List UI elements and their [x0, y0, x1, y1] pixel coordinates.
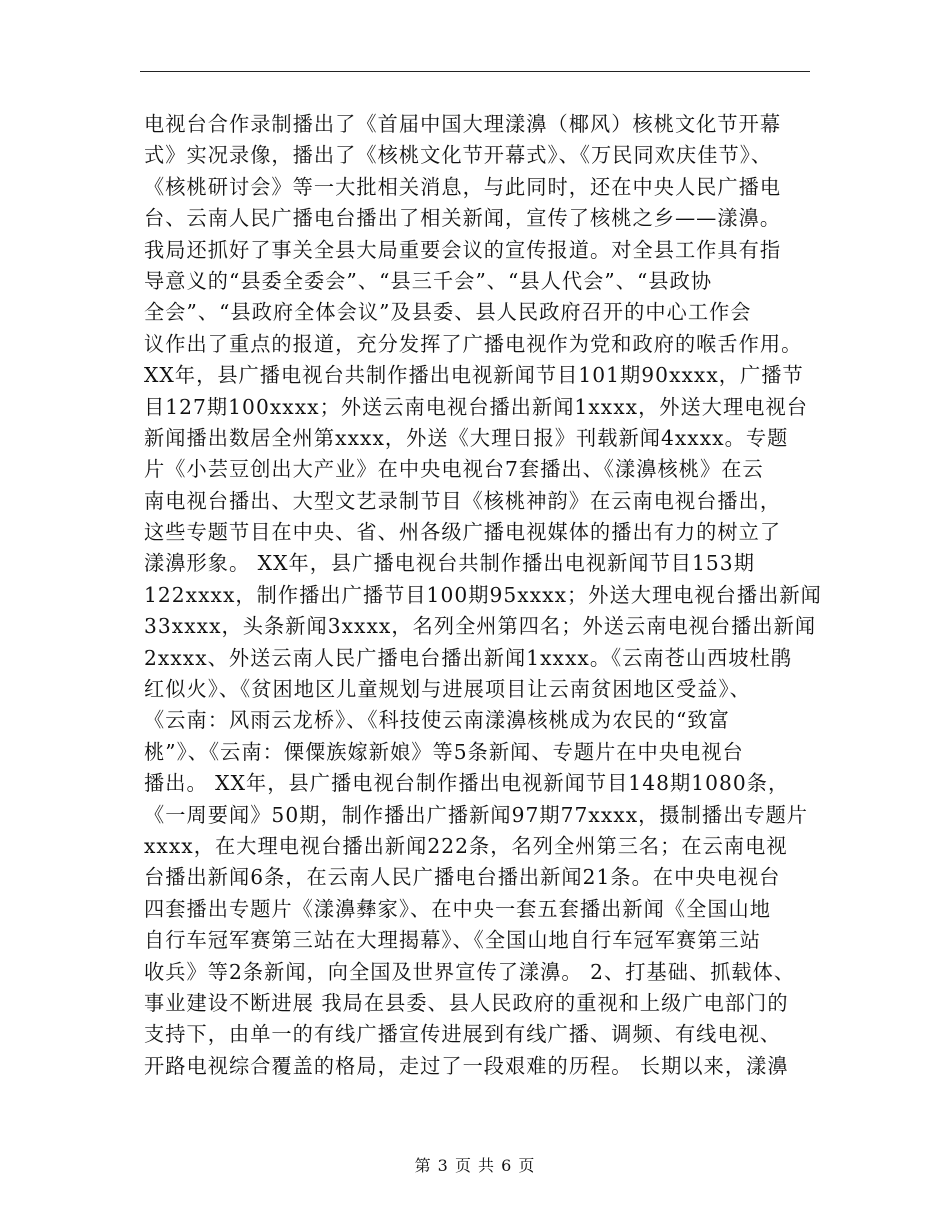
- text-line: 漾濞形象。 XX年，县广播电视台共制作播出电视新闻节目153期: [144, 551, 755, 576]
- text-line: 电视台合作录制播出了《首届中国大理漾濞（椰风）核桃文化节开幕: [144, 112, 782, 136]
- text-line: 事业建设不断进展 我局在县委、县人民政府的重视和上级广电部门的: [144, 990, 789, 1015]
- text-line: xxxx，在大理电视台播出新闻222条，名列全州第三名；在云南电视: [144, 833, 788, 858]
- text-line: 红似火》、《贫困地区儿童规划与进展项目让云南贫困地区受益》、: [144, 677, 751, 702]
- text-line: 《核桃研讨会》等一大批相关消息，与此同时，还在中央人民广播电: [144, 174, 782, 199]
- text-line: XX年，县广播电视台共制作播出电视新闻节目101期90xxxx，广播节: [144, 363, 804, 388]
- text-line: 新闻播出数居全州第xxxx，外送《大理日报》刊载新闻4xxxx。专题: [144, 425, 789, 450]
- text-line: 自行车冠军赛第三站在大理揭幕》、《全国山地自行车冠军赛第三站: [144, 928, 761, 953]
- text-line: 台播出新闻6条，在云南人民广播电台播出新闻21条。在中央电视台: [144, 865, 781, 890]
- document-body: [144, 109, 822, 1082]
- text-line: 开路电视综合覆盖的格局，走过了一段艰难的历程。 长期以来，漾濞: [144, 1053, 789, 1078]
- text-line: 台、云南人民广播电台播出了相关新闻，宣传了核桃之乡——漾濞。: [144, 206, 782, 231]
- text-line: 支持下，由单一的有线广播宣传进展到有线广播、调频、有线电视、: [144, 1022, 782, 1047]
- text-line: 这些专题节目在中央、省、州各级广播电视媒体的播出有力的树立了: [144, 520, 782, 545]
- text-line: 《一周要闻》50期，制作播出广播新闻97期77xxxx，摄制播出专题片: [144, 802, 809, 827]
- text-line: 收兵》等2条新闻，向全国及世界宣传了漾濞。 2、打基础、抓载体、: [144, 959, 796, 984]
- text-line: 目127期100xxxx；外送云南电视台播出新闻1xxxx，外送大理电视台: [144, 394, 808, 419]
- text-line: 南电视台播出、大型文艺录制节目《核桃神韵》在云南电视台播出，: [144, 488, 782, 513]
- header-rule: [140, 71, 810, 72]
- text-line: 片《小芸豆创出大产业》在中央电视台7套播出、《漾濞核桃》在云: [144, 457, 764, 482]
- text-line: 122xxxx，制作播出广播节目100期95xxxx；外送大理电视台播出新闻: [144, 582, 822, 607]
- text-line: 桃”》、《云南：傈僳族嫁新娘》等5条新闻、专题片在中央电视台: [144, 739, 744, 764]
- text-line: 《云南：风雨云龙桥》、《科技使云南漾濞核桃成为农民的“致富: [144, 708, 730, 733]
- page-number: 第 3 页 共 6 页: [414, 1156, 536, 1175]
- text-line: 议作出了重点的报道，充分发挥了广播电视作为党和政府的喉舌作用。: [144, 331, 803, 356]
- text-line: 33xxxx，头条新闻3xxxx，名列全州第四名；外送云南电视台播出新闻: [144, 614, 817, 639]
- text-line: 式》实况录像，播出了《核桃文化节开幕式》、《万民同欢庆佳节》、: [144, 143, 773, 168]
- text-line: 四套播出专题片《漾濞彝家》、在中央一套五套播出新闻《全国山地: [144, 896, 772, 921]
- text-line: 全会”、“县政府全体会议”及县委、县人民政府召开的中心工作会: [144, 300, 752, 325]
- text-line: 我局还抓好了事关全县大局重要会议的宣传报道。对全县工作具有指: [144, 237, 782, 262]
- text-line: 播出。 XX年，县广播电视台制作播出电视新闻节目148期1080条，: [144, 771, 790, 796]
- text-line: 2xxxx、外送云南人民广播电台播出新闻1xxxx。《云南苍山西坡杜鹃: [144, 645, 793, 670]
- text-line: 导意义的“县委全委会”、“县三千会”、“县人代会”、“县政协: [144, 268, 713, 293]
